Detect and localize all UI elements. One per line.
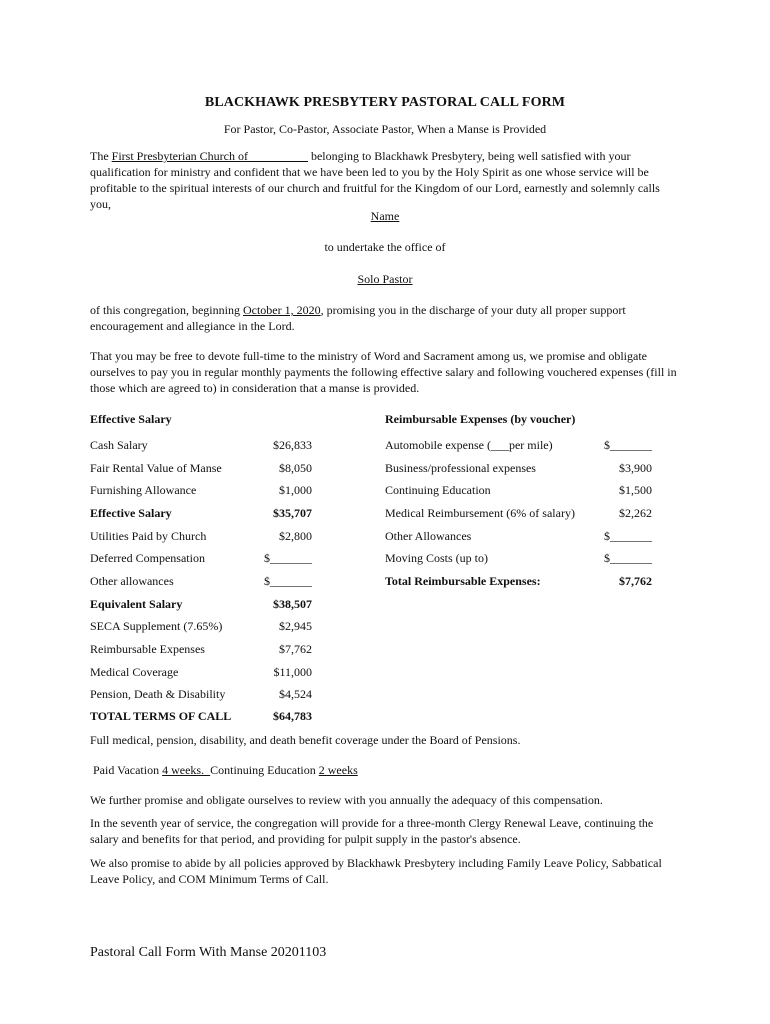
church-blank: __________: [247, 149, 308, 163]
salary-row-label: Utilities Paid by Church: [90, 529, 207, 543]
intro-rest: belonging to Blackhawk Presbytery, being well satisfied with your qualification for ministry and confident that we have been led to you by the Holy Spirit as one whose service will be profitable to the spiritual interests of our church and fruitful for the Kingdom of our Lord, earnestly and solemnly calls you,: [90, 149, 660, 211]
name-field: [0, 208, 770, 224]
salary-row-label: Furnishing Allowance: [90, 483, 197, 497]
salary-row-value: $1,000: [279, 483, 312, 497]
salary-row-label: Pension, Death & Disability: [90, 687, 226, 701]
expense-row-label: Business/professional expenses: [385, 461, 536, 475]
vacation-weeks: 4 weeks.: [162, 763, 211, 777]
salary-row-label: SECA Supplement (7.65%): [90, 619, 223, 633]
salary-row-value: $11,000: [273, 665, 312, 679]
coverage-line: Full medical, pension, disability, and death benefit coverage under the Board of Pensions.: [90, 733, 521, 747]
salary-row-value: $2,945: [279, 619, 312, 633]
beginning-paragraph: [90, 302, 680, 334]
seventh-year-paragraph: In the seventh year of service, the congregation will provide for a three-month Clergy Renewal Leave, continuing the salary and benefits for that period, and providing for pulpit supply in the pastor's absence.: [90, 816, 654, 846]
expense-row-value: $_______: [604, 438, 652, 452]
policies-paragraph: We also promise to abide by all policies approved by Blackhawk Presbytery including Family Leave Policy, Sabbatical Leave Policy, and COM Minimum Terms of Call.: [90, 856, 662, 886]
expense-row-label: Automobile expense (___per mile): [385, 438, 553, 452]
office-value: Solo Pastor: [357, 272, 413, 286]
office-field: [0, 271, 770, 287]
salary-row-label: Cash Salary: [90, 438, 148, 452]
page-footer: Pastoral Call Form With Manse 20201103: [90, 945, 327, 960]
start-date: October 1, 2020: [242, 303, 321, 317]
salary-row-label: Reimbursable Expenses: [90, 642, 205, 656]
name-label: Name: [370, 209, 400, 223]
expense-row-label: Total Reimbursable Expenses:: [385, 574, 541, 588]
salary-row-label: TOTAL TERMS OF CALL: [90, 709, 232, 723]
beginning-post: , promising you in the discharge of your duty all proper support encouragement and allegiance in the Lord.: [90, 303, 626, 333]
salary-row-label: Other allowances: [90, 574, 174, 588]
salary-row-value: $2,800: [279, 529, 312, 543]
vacation-line: [90, 762, 680, 778]
salary-row-label: Fair Rental Value of Manse: [90, 461, 222, 475]
salary-row-value: $_______: [264, 574, 312, 588]
intro-paragraph: [90, 148, 680, 212]
expense-row-label: Other Allowances: [385, 529, 472, 543]
ce-label: Continuing Education: [210, 763, 319, 777]
beginning-pre: of this congregation, beginning: [90, 303, 243, 317]
salary-row-label: Effective Salary: [90, 506, 172, 520]
church-name: First Presbyterian Church of: [111, 149, 248, 163]
ce-weeks: 2 weeks: [318, 763, 358, 777]
expense-row-label: Continuing Education: [385, 483, 491, 497]
expense-row-value: $1,500: [619, 483, 652, 497]
salary-heading: Effective Salary: [90, 412, 172, 426]
expense-row-value: $7,762: [619, 574, 652, 588]
form-title: BLACKHAWK PRESBYTERY PASTORAL CALL FORM: [204, 95, 566, 110]
salary-row-value: $_______: [264, 551, 312, 565]
salary-row-value: $4,524: [279, 687, 312, 701]
form-subtitle: For Pastor, Co-Pastor, Associate Pastor, When a Manse is Provided: [223, 122, 547, 136]
salary-row-value: $8,050: [279, 461, 312, 475]
review-line: We further promise and obligate ourselves to review with you annually the adequacy of this compensation.: [90, 793, 603, 807]
salary-row-label: Deferred Compensation: [90, 551, 205, 565]
expense-row-value: $3,900: [619, 461, 652, 475]
intro-the: The: [90, 149, 112, 163]
devote-paragraph: That you may be free to devote full-time to the ministry of Word and Sacrament among us, we promise and obligate ourselves to pay you in regular monthly payments the following effective salary and following vouchered expenses (fill in those which are agreed to) in consideration that a manse is provided.: [90, 349, 677, 395]
salary-row-value: $26,833: [273, 438, 312, 452]
salary-row-label: Equivalent Salary: [90, 597, 183, 611]
office-line: to undertake the office of: [324, 240, 446, 254]
salary-row-value: $7,762: [279, 642, 312, 656]
expense-row-label: Medical Reimbursement (6% of salary): [385, 506, 575, 520]
expense-row-value: $2,262: [619, 506, 652, 520]
vacation-pre: Paid Vacation: [90, 763, 163, 777]
expenses-heading: Reimbursable Expenses (by voucher): [385, 412, 576, 426]
expense-row-label: Moving Costs (up to): [385, 551, 489, 565]
expense-row-value: $_______: [604, 551, 652, 565]
expense-row-value: $_______: [604, 529, 652, 543]
salary-row-label: Medical Coverage: [90, 665, 179, 679]
salary-row-value: $35,707: [273, 506, 312, 520]
salary-row-value: $38,507: [273, 597, 312, 611]
salary-row-value: $64,783: [273, 709, 312, 723]
